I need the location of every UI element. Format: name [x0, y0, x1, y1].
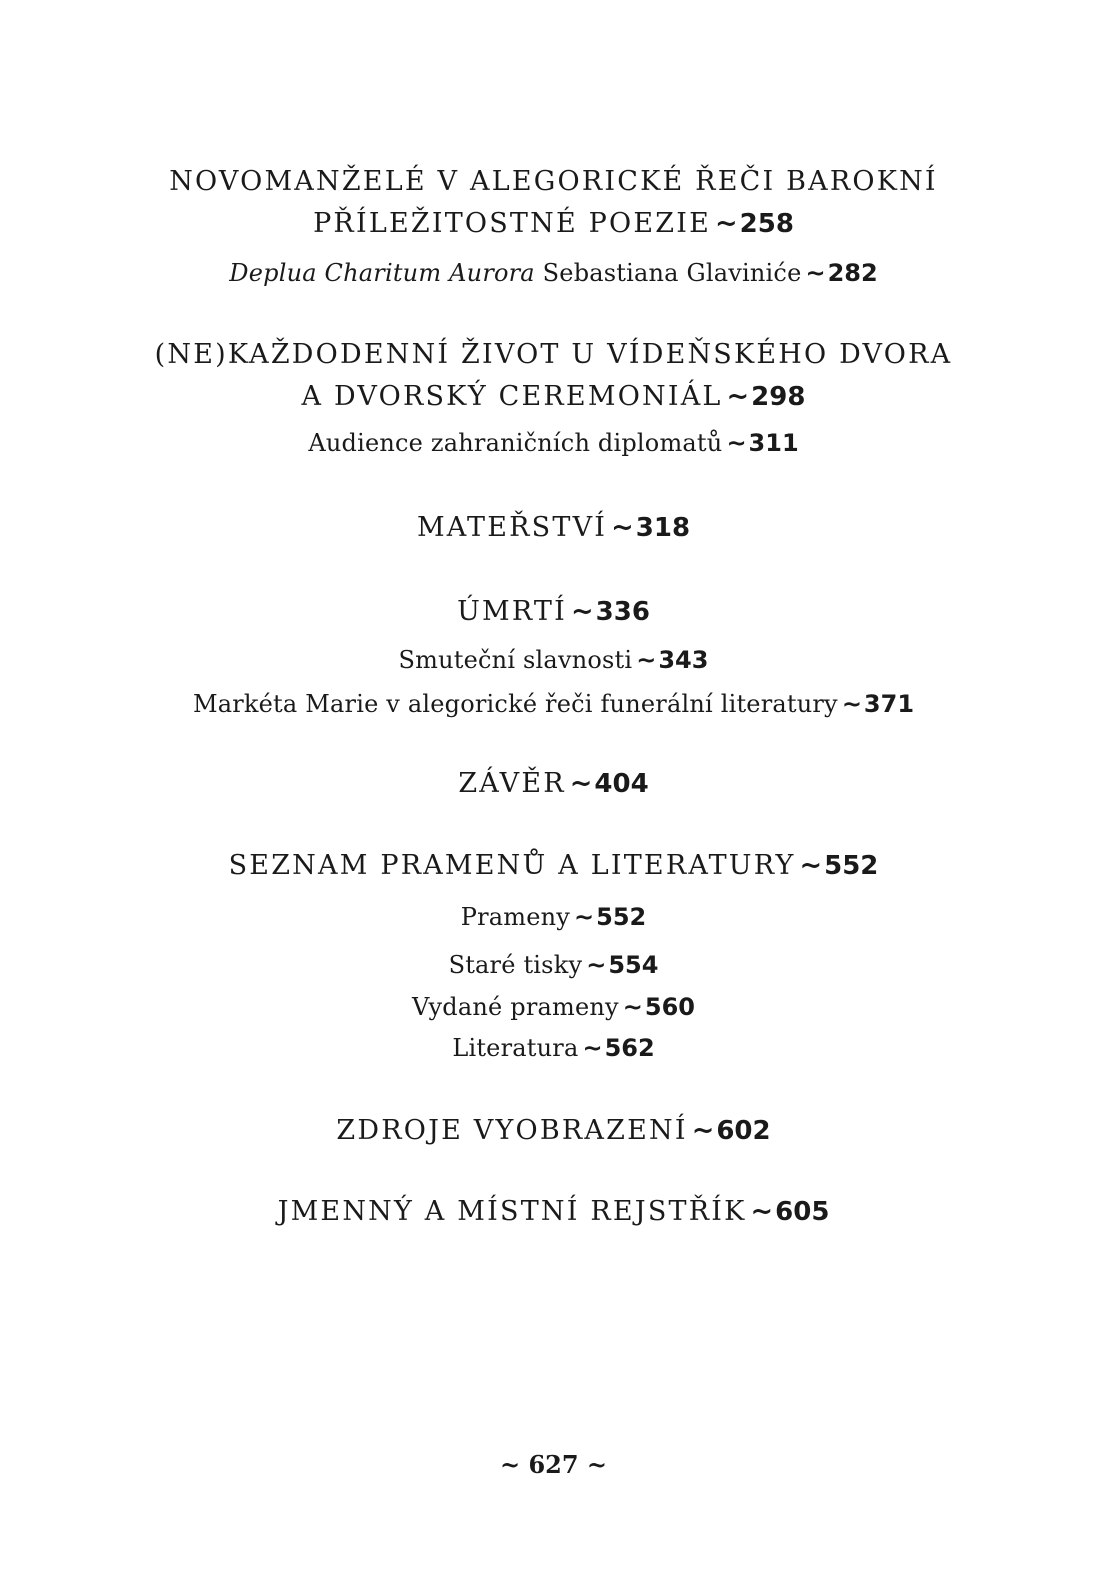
toc-heading-text: PŘÍLEŽITOSTNÉ POEZIE [313, 208, 712, 239]
tilde-separator: ~ [726, 381, 750, 412]
toc-page-number: 371 [863, 690, 915, 718]
toc-heading-line [0, 1110, 1107, 1152]
tilde-separator: ~ [569, 768, 593, 799]
toc-section-zaver [0, 763, 1107, 805]
tilde-separator: ~ [586, 951, 607, 979]
toc-subentry-title: Markéta Marie v alegorické řeči funerální literatury [192, 690, 838, 718]
toc-subentry-title: Vydané prameny [411, 993, 619, 1021]
toc-section-umrti [0, 591, 1107, 726]
tilde-separator: ~ [636, 646, 657, 674]
toc-subentry-title: Staré tisky [448, 951, 583, 979]
tilde-separator: ~ [726, 429, 747, 457]
toc-section-novomanzele [0, 161, 1107, 295]
toc-heading-text: A DVORSKÝ CEREMONIÁL [301, 381, 723, 412]
toc-subentry [0, 682, 1107, 726]
toc-page-number: 602 [716, 1116, 771, 1146]
toc-heading-line [0, 203, 1107, 245]
toc-heading-text: JMENNÝ A MÍSTNÍ REJSTŘÍK [277, 1196, 747, 1227]
toc-page-number: 404 [594, 769, 649, 799]
tilde-separator: ~ [799, 850, 823, 881]
toc-section-seznam [0, 845, 1107, 1069]
toc-heading-text: ÚMRTÍ [457, 596, 568, 627]
toc-heading-line [0, 1191, 1107, 1233]
toc-heading-text: ZÁVĚR [458, 768, 566, 799]
toc-heading-line [0, 376, 1107, 418]
toc-heading-text: MATEŘSTVÍ [416, 512, 608, 543]
toc-section-materstvi [0, 507, 1107, 549]
toc-heading-text: SEZNAM PRAMENŮ A LITERATURY [228, 850, 796, 881]
toc-subentry [0, 251, 1107, 295]
tilde-separator: ~ [582, 1034, 603, 1062]
toc-subentry-title: Smuteční slavnosti [398, 646, 633, 674]
toc-page-number: 562 [604, 1034, 655, 1062]
toc-page-number: 554 [608, 951, 659, 979]
tilde-separator: ~ [691, 1115, 715, 1146]
toc-page-number: 560 [644, 993, 696, 1021]
toc-heading-line [0, 763, 1107, 805]
toc-heading-line [0, 845, 1107, 887]
toc-page-number: 552 [596, 903, 647, 931]
toc-subentry [0, 421, 1107, 465]
toc-heading-line: NOVOMANŽELÉ V ALEGORICKÉ ŘEČI BAROKNÍ [169, 166, 938, 197]
toc-page-number: 605 [775, 1197, 830, 1227]
toc-section-zivot [0, 334, 1107, 465]
toc-page-number: 282 [827, 259, 878, 287]
toc-page-number: 336 [595, 597, 650, 627]
page-number-footer: ~ 627 ~ [499, 1450, 608, 1479]
toc-page-number: 343 [658, 646, 709, 674]
toc-heading-text: ZDROJE VYOBRAZENÍ [336, 1115, 688, 1146]
toc-page-number: 552 [824, 851, 879, 881]
toc-heading-line [0, 507, 1107, 549]
toc-section-zdroje [0, 1110, 1107, 1152]
toc-subentry [0, 895, 1107, 939]
tilde-separator: ~ [841, 690, 862, 718]
tilde-separator: ~ [574, 903, 595, 931]
toc-subentry [0, 987, 1107, 1028]
toc-subentry-title: Sebastiana Glaviniće [534, 259, 802, 287]
toc-subentry [0, 638, 1107, 682]
tilde-separator: ~ [750, 1196, 774, 1227]
toc-page-number: 258 [739, 209, 794, 239]
tilde-separator: ~ [805, 259, 826, 287]
tilde-separator: ~ [611, 512, 634, 543]
toc-section-rejstrik [0, 1191, 1107, 1233]
tilde-separator: ~ [571, 596, 594, 627]
toc-subentry-title: Prameny [460, 903, 571, 931]
toc-subentry-title: Audience zahraničních diplomatů [308, 429, 723, 457]
toc-heading-line: (NE)KAŽDODENNÍ ŽIVOT U VÍDEŇSKÉHO DVORA [154, 339, 953, 370]
toc-page-number: 298 [751, 382, 806, 412]
toc-subentry [0, 943, 1107, 987]
toc-subentry-title-italic: Deplua Charitum Aurora [229, 259, 535, 287]
toc-page-number: 318 [635, 513, 691, 543]
toc-page-number: 311 [748, 429, 799, 457]
tilde-separator: ~ [622, 993, 643, 1021]
tilde-separator: ~ [715, 208, 738, 239]
toc-subentry [0, 1028, 1107, 1069]
toc-subentry-title: Literatura [452, 1034, 579, 1062]
toc-heading-line [0, 591, 1107, 633]
